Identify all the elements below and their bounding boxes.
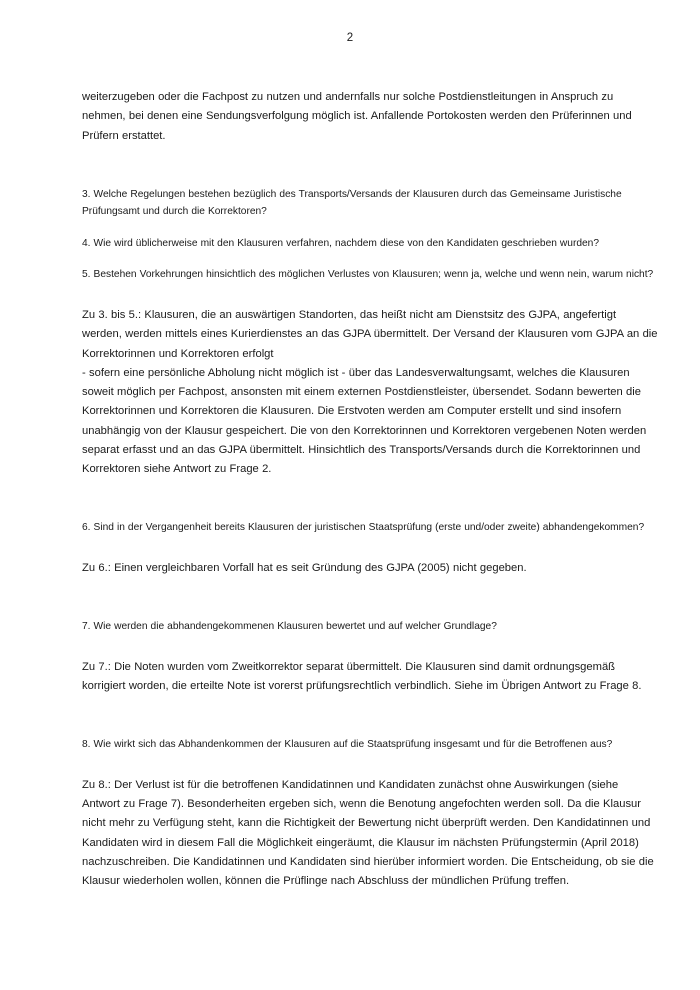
spacer [82,146,658,186]
question-6: 6. Sind in der Vergangenheit bereits Klausuren der juristischen Staatsprüfung (erste und/oder zweite) abhandengekommen? [82,522,645,534]
spacer [82,537,658,559]
question-7: 7. Wie werden die abhandengekommenen Klausuren bewertet und auf welcher Grundlage? [82,621,497,633]
spacer [82,696,658,736]
spacer [82,636,658,658]
question-8: 8. Wie wirkt sich das Abhandenkommen der Klausuren auf die Staatsprüfung insgesamt und für die Betroffenen aus? [82,739,613,751]
answer-6: Zu 6.: Einen vergleichbaren Vorfall hat es seit Gründung des GJPA (2005) nicht gegeben. [82,561,527,574]
page-number: 2 [346,32,354,44]
answer-7: Zu 7.: Die Noten wurden vom Zweitkorrektor separat übermittelt. Die Klausuren sind damit ordnungsgemäß korrigiert worden, die erteilte Note ist vorerst prüfungsrechtlich verbindlich. Siehe im Übrigen Antwort zu Frage 8. [82,660,642,692]
spacer [82,221,658,235]
question-5: 5. Bestehen Vorkehrungen hinsichtlich des möglichen Verlustes von Klausuren; wenn ja, welche und wenn nein, warum nicht? [82,269,654,281]
answer-3-to-5: Zu 3. bis 5.: Klausuren, die an auswärtigen Standorten, das heißt nicht am Dienstsitz des GJPA, angefertigt werden, werden mittels eines Kurierdienstes an das GJPA übermittelt. Der Versand der Klausuren vom GJPA an die Korrektorinnen und Korrektoren erfolgt [82,308,658,360]
document-body [82,88,658,891]
spacer [82,754,658,776]
answer-8: Zu 8.: Der Verlust ist für die betroffenen Kandidatinnen und Kandidaten zunächst ohne Auswirkungen (siehe Antwort zu Frage 7). Besonderheiten ergeben sich, wenn die Benotung angefochten werden soll. Da die Klausur nicht mehr zu Verfügung steht, kann die Richtigkeit der Bewertung nicht überprüft werden. Den Kandidatinnen und Kandidaten wird in diesem Fall die Möglichkeit eingeräumt, die Klausur im nächsten Prüfungstermin (April 2018) nachzuschreiben. Die Kandidatinnen und Kandidaten sind hierüber informiert worden. Die Entscheidung, ob sie die Klausur wiederholen wollen, können die Prüflinge nach Abschluss der mündlichen Prüfung treffen. [82,778,654,888]
spacer [82,284,658,306]
question-3: 3. Welche Regelungen bestehen bezüglich des Transports/Versands der Klausuren durch das Gemeinsame Juristische Prüfungsamt und durch die Korrektoren? [82,188,622,218]
paragraph-intro: weiterzugeben oder die Fachpost zu nutzen und andernfalls nur solche Postdienstleitungen in Anspruch zu nehmen, bei denen eine Sendungsverfolgung möglich ist. Anfallende Portokosten werden den Prüferinnen und Prüfern erstattet. [82,91,632,142]
question-4: 4. Wie wird üblicherweise mit den Klausuren verfahren, nachdem diese von den Kandidaten geschrieben wurden? [82,237,600,249]
spacer [82,578,658,618]
spacer [82,479,658,519]
spacer [82,252,658,266]
answer-3-to-5-continued: - sofern eine persönliche Abholung nicht möglich ist - über das Landesverwaltungsamt, welches die Klausuren soweit möglich per Fachpost, ansonsten mit einem externen Postdienstleister, übersendet. Sodann bewerten die Korrektorinnen und Korrektoren die Klausuren. Die Erstvoten werden am Computer erstellt und sind insofern unabhängig von der Klausur gespeichert. Die von den Korrektorinnen und Korrektoren vergebenen Noten werden separat erfasst und an das GJPA übermittelt. Hinsichtlich des Transports/Versands durch die Korrektorinnen und Korrektoren siehe Antwort zu Frage 2. [82,366,647,476]
